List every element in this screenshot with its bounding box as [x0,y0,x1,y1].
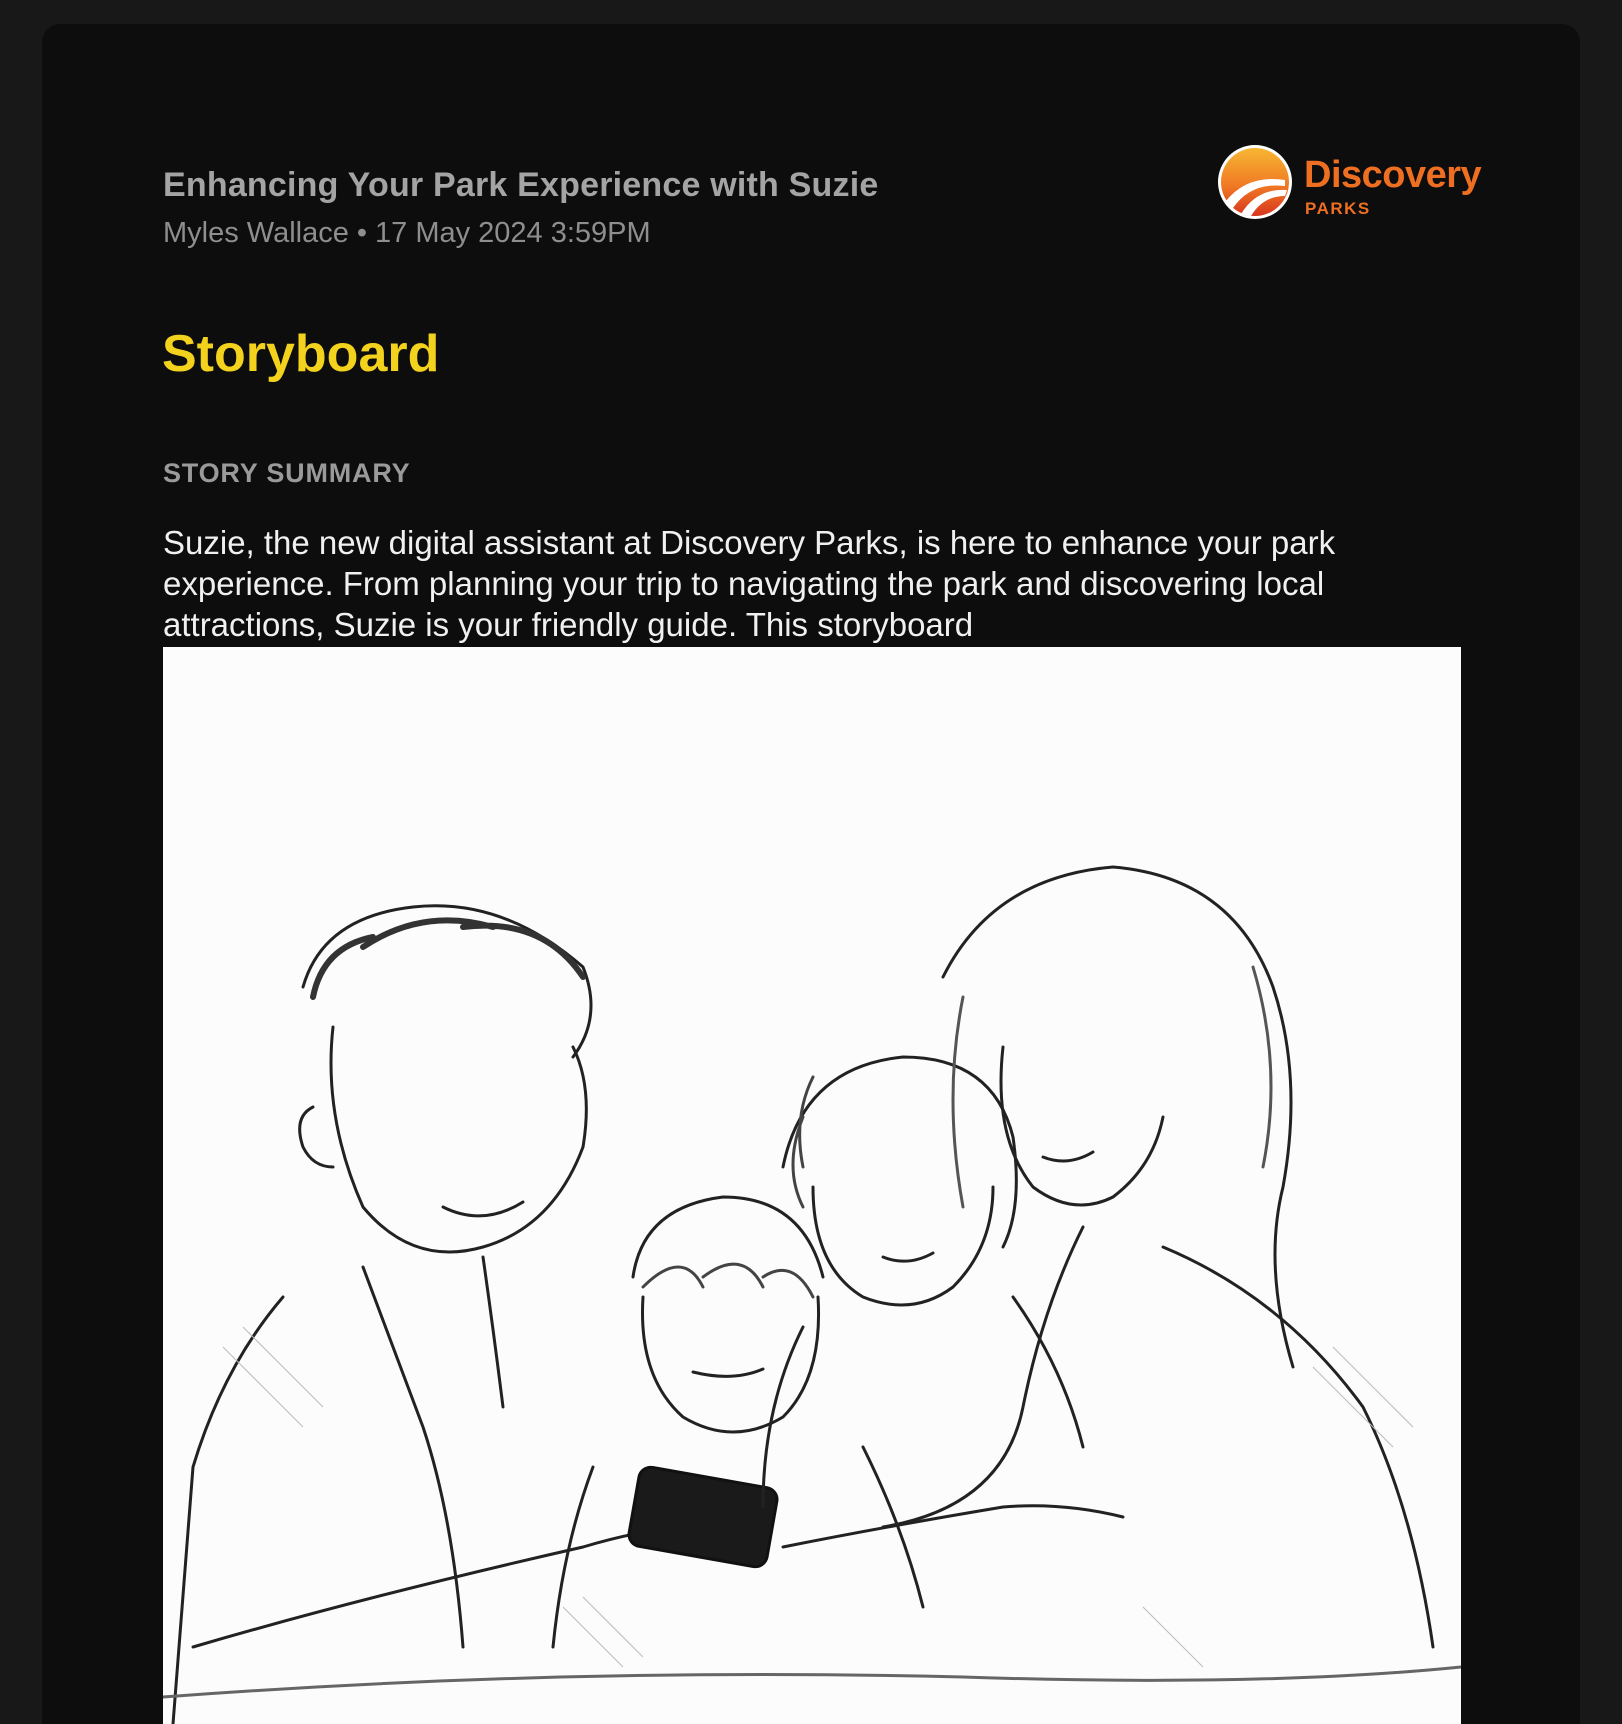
logo-wordmark: Discovery [1304,154,1482,196]
story-card [42,24,1580,1724]
byline-separator: • [356,217,368,249]
family-sketch-image [163,647,1461,1724]
author-name[interactable]: Myles Wallace [163,217,349,249]
story-summary-label: STORY SUMMARY [163,458,411,488]
byline [163,217,651,250]
story-summary-text: Suzie, the new digital assistant at Discovery Parks, is here to enhance your park experience. From planning your trip to navigating the park and discovering local attractions, Suzie is your friendly guide. This storyboard [163,524,1336,643]
sunset-road-icon [1217,144,1293,220]
storyboard-illustration [163,647,1461,1724]
section-heading: Storyboard [162,325,440,383]
discovery-parks-logo [1217,144,1482,224]
logo-subtitle: PARKS [1305,199,1371,218]
document-title: Enhancing Your Park Experience with Suzie [163,166,879,204]
publish-timestamp: 17 May 2024 3:59PM [375,217,651,249]
